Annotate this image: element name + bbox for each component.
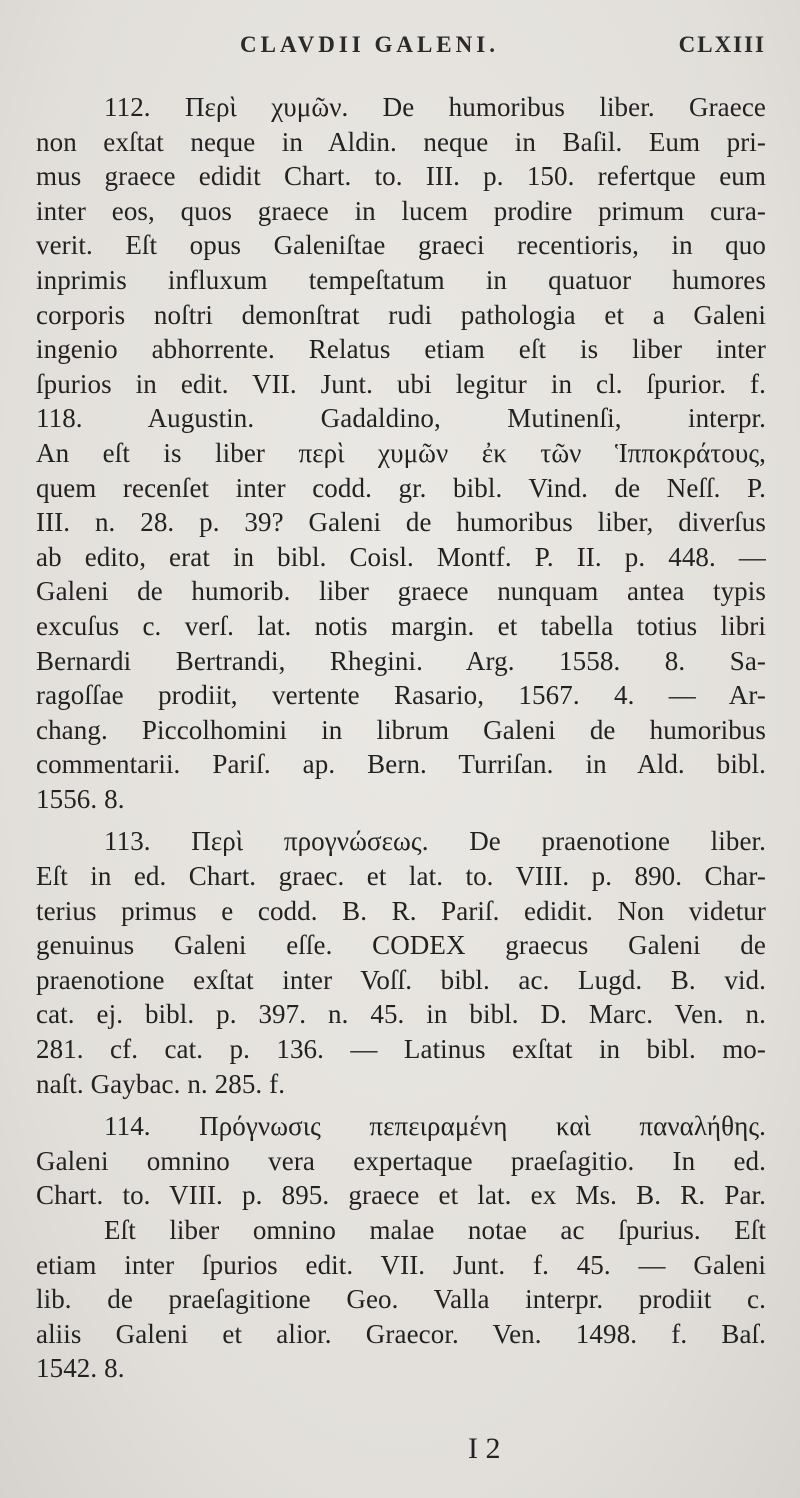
text-line: lib. de praeſagitione Geo. Valla interpr. prodiit c. — [36, 1284, 766, 1315]
text-line: Galeni omnino vera expertaque praeſagitio. In ed. — [36, 1145, 766, 1176]
paragraph-gap — [36, 1101, 766, 1109]
body-text — [36, 90, 766, 1386]
text-line: Chart. to. VIII. p. 895. graece et lat. ex Ms. B. R. Par. — [36, 1180, 766, 1211]
text-line: praenotione exſtat inter Voſſ. bibl. ac. Lugd. B. vid. — [36, 964, 766, 995]
entry-114-line: 114. Πρόγνωσις πεπειραμένη καὶ παναλήθης. — [104, 1111, 766, 1142]
text-line: Eſt liber omnino malae notae ac ſpurius. Eſt — [104, 1215, 766, 1245]
text-line: Galeni de humorib. liber graece nunquam antea typis — [36, 576, 766, 607]
text-line: ab edito, erat in bibl. Coisl. Montf. P. II. p. 448. — — [36, 541, 766, 572]
text-line: 118. Augustin. Gadaldino, Mutinenſi, interpr. — [36, 403, 766, 434]
text-line: 1556. 8. — [36, 783, 125, 814]
text-line: genuinus Galeni eſſe. CODEX graecus Galeni de — [36, 930, 766, 961]
page-header — [0, 24, 800, 64]
text-line: verit. Eſt opus Galeniſtae graeci recentioris, in quo — [36, 230, 766, 261]
entry-113-line: 113. Περὶ προγνώσεως. De praenotione liber. — [104, 826, 766, 857]
text-line: aliis Galeni et alior. Graecor. Ven. 1498. f. Baſ. — [36, 1318, 766, 1349]
text-line: ſpurios in edit. VII. Junt. ubi legitur in cl. ſpurior. f. — [36, 368, 766, 399]
text-line: quem recenſet inter codd. gr. bibl. Vind. de Neſſ. P. — [36, 472, 766, 503]
text-line: An eſt is liber περὶ χυμῶν ἐκ τῶν Ἱπποκράτους, — [36, 437, 766, 468]
running-title: CLAVDII GALENI. — [240, 32, 499, 57]
text-line: mus graece edidit Chart. to. III. p. 150. refertque eum — [36, 161, 766, 192]
entry-112-line: 112. Περὶ χυμῶν. De humoribus liber. Graece — [104, 92, 766, 122]
text-line: inprimis influxum tempeſtatum in quatuor humores — [36, 264, 766, 295]
folio-number: CLXIII — [678, 32, 766, 57]
text-line: Bernardi Bertrandi, Rhegini. Arg. 1558. 8. Sa- — [36, 645, 766, 676]
text-line: cat. ej. bibl. p. 397. n. 45. in bibl. D. Marc. Ven. n. — [36, 999, 766, 1030]
text-line: 281. cf. cat. p. 136. — Latinus exſtat in bibl. mo- — [36, 1034, 766, 1065]
text-line: Eſt in ed. Chart. graec. et lat. to. VIII. p. 890. Char- — [36, 861, 766, 892]
text-line: commentarii. Pariſ. ap. Bern. Turriſan. in Ald. bibl. — [36, 749, 766, 780]
text-line: ragoſſae prodiit, vertente Rasario, 1567. 4. — Ar- — [36, 680, 766, 711]
text-line: ingenio abhorrente. Relatus etiam eſt is liber inter — [36, 334, 766, 365]
text-line: corporis noſtri demonſtrat rudi pathologia et a Galeni — [36, 299, 766, 330]
text-line: 1542. 8. — [36, 1353, 125, 1384]
text-line: III. n. 28. p. 39? Galeni de humoribus liber, diverſus — [36, 507, 766, 538]
text-line: non exſtat neque in Aldin. neque in Baſil. Eum pri- — [36, 126, 766, 157]
text-line: terius primus e codd. B. R. Pariſ. edidit. Non videtur — [36, 895, 766, 926]
text-line: inter eos, quos graece in lucem prodire primum cura- — [36, 195, 766, 226]
paragraph-gap — [36, 816, 766, 824]
text-line: chang. Piccolhomini in librum Galeni de humoribus — [36, 714, 766, 745]
text-line: naſt. Gaybac. n. 285. f. — [36, 1068, 286, 1099]
text-line: excuſus c. verſ. lat. notis margin. et tabella totius libri — [36, 610, 766, 641]
text-line: etiam inter ſpurios edit. VII. Junt. f. 45. — Galeni — [36, 1249, 766, 1280]
signature-mark: I 2 — [468, 1432, 501, 1465]
